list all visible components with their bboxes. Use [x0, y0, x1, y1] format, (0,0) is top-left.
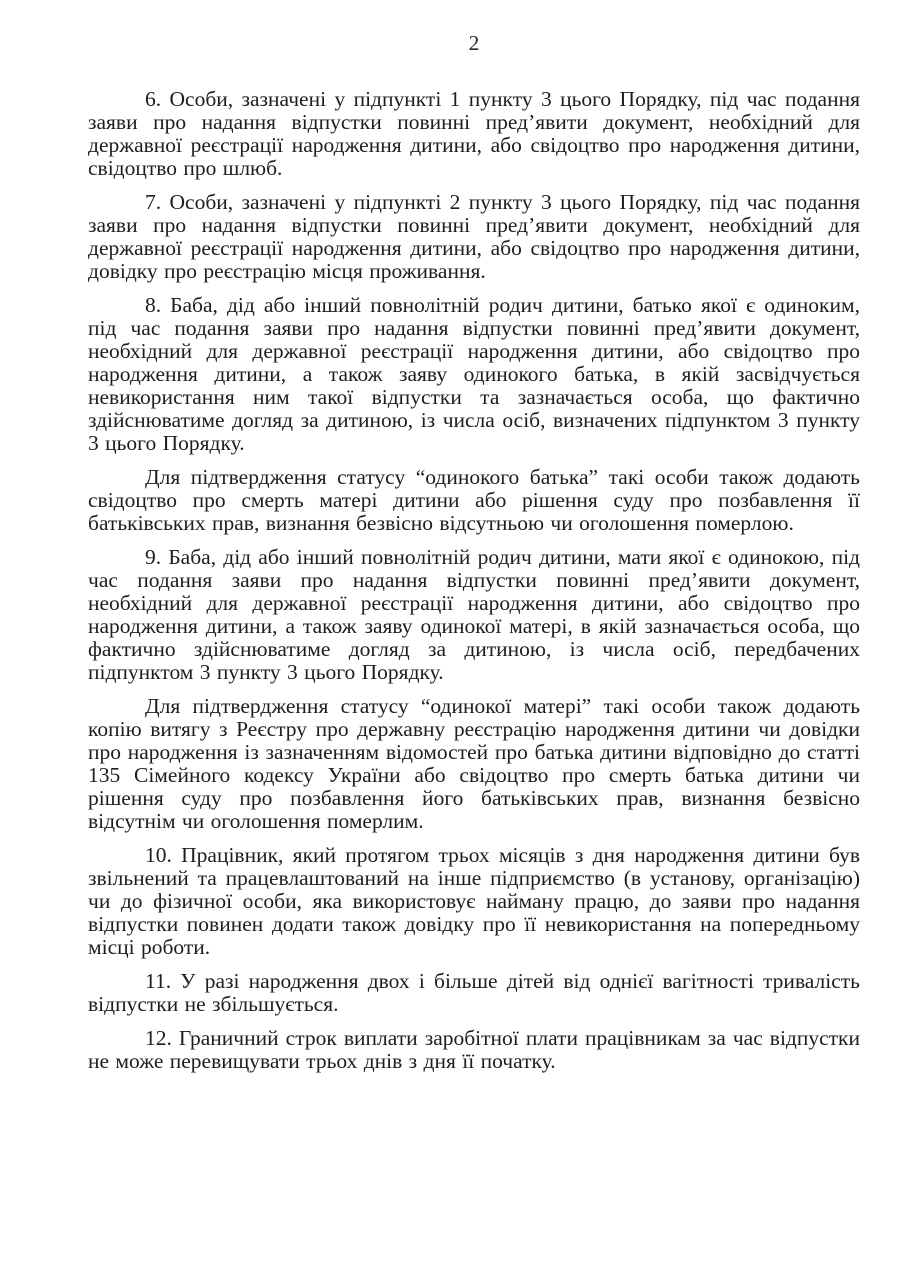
paragraph-8: 8. Баба, дід або інший повнолітній родич дитини, батько якої є одиноким, під час подання заяви про надання відпустки повинні пред’явити документ, необхідний для державної реєстрації народження дитини, або свідоцтво про народження дитини, а також заяву одинокого батька, в якій засвідчується невикористання ним такої відпустки та зазначається особа, що фактично здійснюватиме догляд за дитиною, із числа осіб, визначених підпунктом 3 пункту 3 цього Порядку. — [88, 293, 860, 455]
page-number: 2 — [468, 31, 480, 55]
paragraph-8-note: Для підтвердження статусу “одинокого батька” такі особи також додають свідоцтво про смерть матері дитини або рішення суду про позбавлення її батьківських прав, визнання безвісно відсутньою чи оголошення померлою. — [88, 465, 860, 535]
paragraph-10: 10. Працівник, який протягом трьох місяців з дня народження дитини був звільнений та працевлаштований на інше підприємство (в установу, організацію) чи до фізичної особи, яка використовує найману працю, до заяви про надання відпустки повинен додати також довідку про її невикористання на попередньому місці роботи. — [88, 843, 860, 959]
paragraph-9-note: Для підтвердження статусу “одинокої матері” такі особи також додають копію витягу з Реєстру про державну реєстрацію народження дитини чи довідки про народження із зазначенням відомостей про батька дитини відповідно до статті 135 Сімейного кодексу України або свідоцтво про смерть батька дитини чи рішення суду про позбавлення його батьківських прав, визнання безвісно відсутнім чи оголошення померлим. — [88, 694, 860, 833]
paragraph-6: 6. Особи, зазначені у підпункті 1 пункту 3 цього Порядку, під час подання заяви про надання відпустки повинні пред’явити документ, необхідний для державної реєстрації народження дитини, або свідоцтво про народження дитини, свідоцтво про шлюб. — [88, 87, 860, 180]
paragraph-9: 9. Баба, дід або інший повнолітній родич дитини, мати якої є одинокою, під час подання заяви про надання відпустки повинні пред’явити документ, необхідний для державної реєстрації народження дитини, або свідоцтво про народження дитини, а також заяву одинокої матері, в якій зазначається особа, що фактично здійснюватиме догляд за дитиною, із числа осіб, передбачених підпунктом 3 пункту 3 цього Порядку. — [88, 545, 860, 684]
page-content — [0, 32, 898, 1073]
paragraph-11: 11. У разі народження двох і більше дітей від однієї вагітності тривалість відпустки не збільшується. — [88, 969, 860, 1016]
paragraph-12: 12. Граничний строк виплати заробітної плати працівникам за час відпустки не може перевищувати трьох днів з дня її початку. — [88, 1026, 860, 1073]
paragraph-7: 7. Особи, зазначені у підпункті 2 пункту 3 цього Порядку, під час подання заяви про надання відпустки повинні пред’явити документ, необхідний для державної реєстрації народження дитини, або свідоцтво про народження дитини, довідку про реєстрацію місця проживання. — [88, 190, 860, 283]
